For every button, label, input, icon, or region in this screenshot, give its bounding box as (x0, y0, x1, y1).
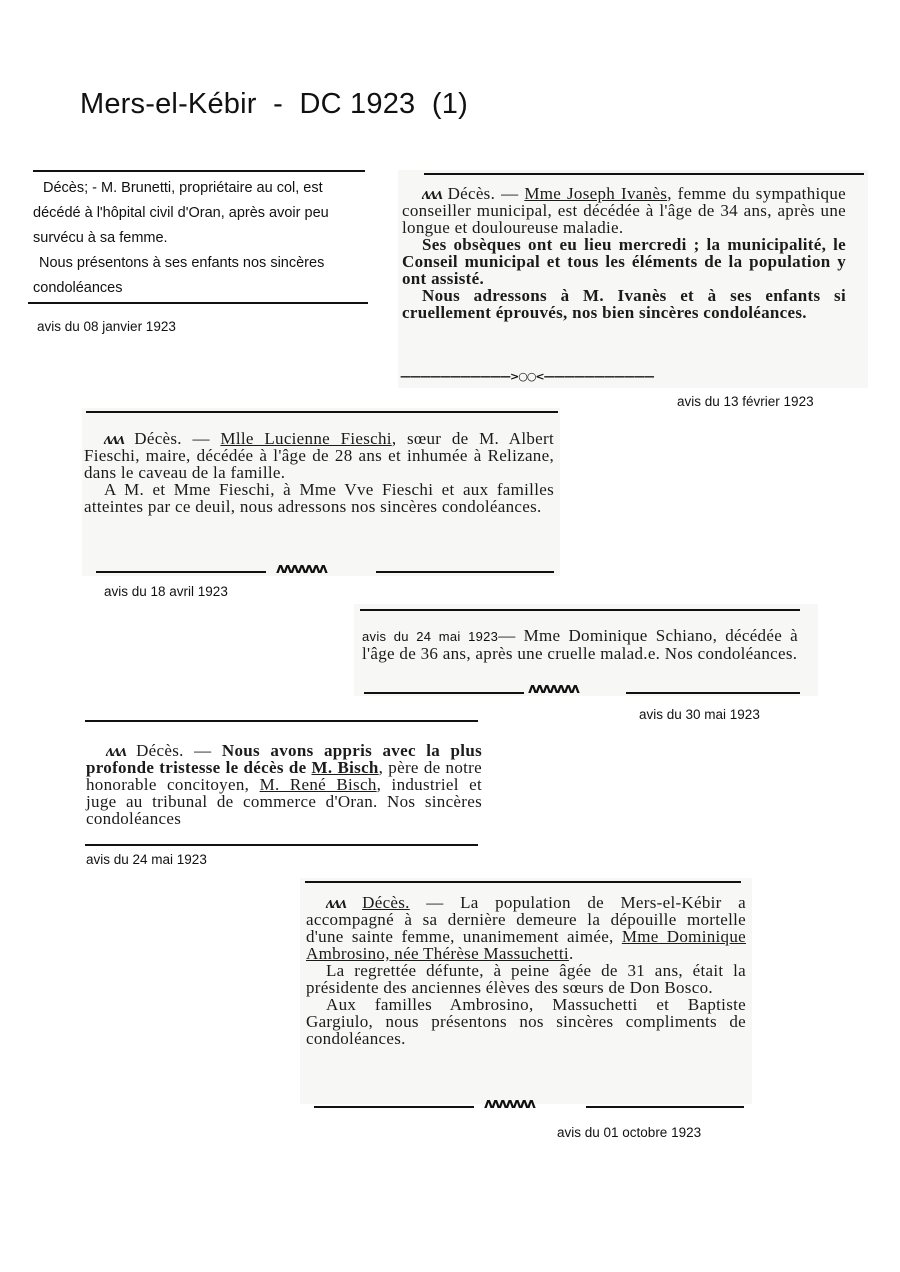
ornament-mark: ʌʌʌ (326, 893, 346, 912)
deceased-name: Mlle Lucienne Fieschi (220, 429, 392, 448)
notice-ivanes: ʌʌʌ Décès. — Mme Joseph Ivanès, femme du sympathique conseiller municipal, est décédée à l'âge de 34 ans, après une longue et douloureuse maladie. Ses obsèques ont eu lieu mercredi ; la municipalité, le Conseil municipal et tous les éléments de la population y ont assisté. Nous adressons à M. Ivanès et à ses enfants si cruellement éprouvés, nos bien sincères condoléances. (402, 184, 846, 322)
notice-paragraph: Mme Dominique Schiano, décédée à l'âge de 36 ans, après une cruelle malad.e. Nos condoléances. (362, 626, 798, 663)
deceased-name: M. Bisch (311, 758, 379, 777)
notice-heading: Décès. (447, 184, 496, 203)
divider (364, 692, 524, 694)
notice-caption: avis du 08 janvier 1923 (37, 319, 176, 334)
notice-paragraph: La regrettée défunte, à peine âgée de 31 ans, était la présidente des anciennes élèves des sœurs de Don Bosco. (306, 961, 746, 997)
ornament-mark: ʌʌʌ (104, 429, 124, 448)
divider (28, 302, 368, 304)
notice-brunetti (33, 176, 373, 301)
notice-heading: Décès. (362, 893, 410, 912)
ornament: ———————————>○○<——————————— (400, 370, 654, 383)
notice-line: Nous présentons à ses enfants nos sincères (39, 255, 325, 271)
deceased-name: Mme Joseph Ivanès (524, 184, 668, 203)
divider (33, 170, 365, 172)
divider (96, 571, 266, 573)
ornament-mark: ʌʌʌ (106, 741, 126, 760)
overlay-caption: avis du 24 mai 1923 (362, 629, 499, 644)
notice-caption: avis du 18 avril 1923 (104, 584, 228, 599)
notice-line: condoléances (33, 280, 123, 296)
notice-schiano: avis du 24 mai 1923— Mme Dominique Schiano, décédée à l'âge de 36 ans, après une cruelle malad.e. Nos condoléances. (362, 626, 798, 663)
ornament: ʌʌʌʌʌʌʌ (484, 1096, 534, 1112)
notice-caption: avis du 01 octobre 1923 (557, 1125, 702, 1140)
notice-heading: Décès. (136, 741, 184, 760)
notice-paragraph: Aux familles Ambrosino, Massuchetti et Baptiste Gargiulo, nous présentons nos sincères compliments de condoléances. (306, 995, 746, 1048)
divider (376, 571, 554, 573)
notice-line: survécu à sa femme. (33, 230, 168, 246)
notice-paragraph: Ses obsèques ont eu lieu mercredi ; la municipalité, le Conseil municipal et tous les éléments de la population y ont assisté. (402, 235, 846, 288)
notice-heading: Décès. (134, 429, 182, 448)
notice-caption: avis du 13 février 1923 (677, 394, 814, 409)
notice-line: décédé à l'hôpital civil d'Oran, après avoir peu (33, 205, 329, 221)
page-title: Mers-el-Kébir - DC 1923 (1) (80, 88, 468, 120)
ornament: ʌʌʌʌʌʌʌ (276, 561, 326, 577)
divider (424, 173, 864, 175)
notice-caption: avis du 30 mai 1923 (639, 707, 760, 722)
ornament-mark: ʌʌʌ (422, 184, 442, 203)
notice-ambrosino: ʌʌʌ Décès. — La population de Mers-el-Kébir a accompagné à sa dernière demeure la dépouille mortelle d'une sainte femme, unanimement aimée, Mme Dominique Ambrosino, née Thérèse Massuchetti. La regrettée défunte, à peine âgée de 31 ans, était la présidente des anciennes élèves des sœurs de Don Bosco. Aux familles Ambrosino, Massuchetti et Baptiste Gargiulo, nous présentons nos sincères compliments de condoléances. (306, 893, 746, 1048)
notice-line: Décès; - M. Brunetti, propriétaire au col, est (43, 180, 323, 196)
divider (626, 692, 800, 694)
divider (86, 411, 558, 413)
divider (360, 609, 800, 611)
notice-bisch: ʌʌʌ Décès. — Nous avons appris avec la plus profonde tristesse le décès de M. Bisch, père de notre honorable concitoyen, M. René Bisch, industriel et juge au tribunal de commerce d'Oran. Nos sincères condoléances (86, 741, 482, 828)
ornament: ʌʌʌʌʌʌʌ (528, 681, 578, 697)
divider (85, 720, 478, 722)
notice-paragraph: A M. et Mme Fieschi, à Mme Vve Fieschi et aux familles atteintes par ce deuil, nous adressons nos sincères condoléances. (84, 480, 554, 516)
divider (305, 881, 741, 883)
divider (314, 1106, 474, 1108)
notice-caption: avis du 24 mai 1923 (86, 852, 207, 867)
notice-fieschi: ʌʌʌ Décès. — Mlle Lucienne Fieschi, sœur de M. Albert Fieschi, maire, décédée à l'âge de 28 ans et inhumée à Relizane, dans le caveau de la famille. A M. et Mme Fieschi, à Mme Vve Fieschi et aux familles atteintes par ce deuil, nous adressons nos sincères condoléances. (84, 429, 554, 516)
divider (85, 844, 478, 846)
deceased-name: Mme Dominique Ambrosino, née Thérèse Massuchetti (306, 927, 746, 963)
divider (586, 1106, 744, 1108)
relative-name: M. René Bisch (259, 775, 377, 794)
notice-paragraph: Nous adressons à M. Ivanès et à ses enfants si cruellement éprouvés, nos bien sincères condoléances. (402, 286, 846, 322)
